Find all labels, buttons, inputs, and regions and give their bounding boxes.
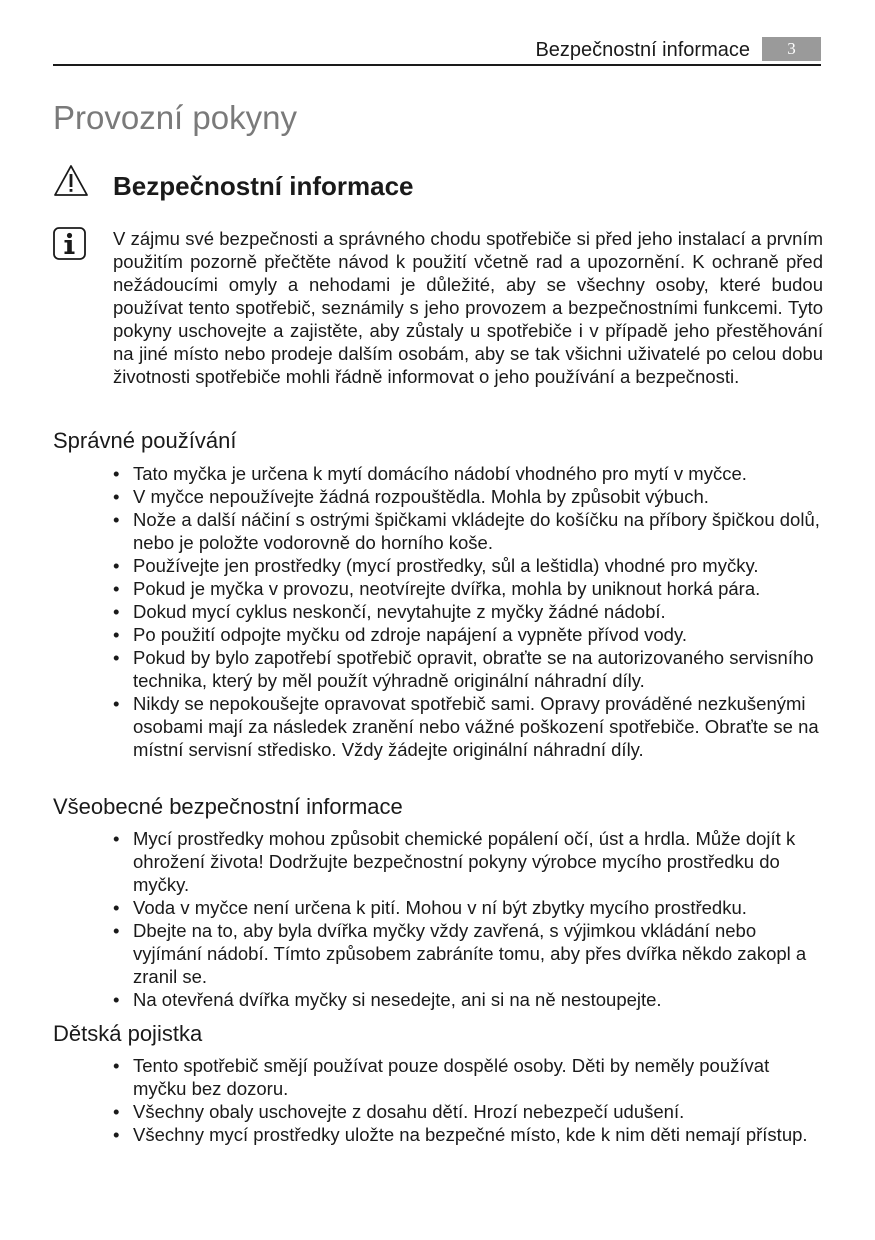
list-item: • Používejte jen prostředky (mycí prostředky, sůl a leštidla) vhodné pro myčky. — [113, 555, 759, 576]
heading-vseobecne-bezpecnostni-informace: Všeobecné bezpečnostní informace — [53, 794, 403, 819]
list-item: • Všechny obaly uschovejte z dosahu dětí. Hrozí nebezpečí udušení. — [113, 1101, 685, 1122]
list-item: • V myčce nepoužívejte žádná rozpouštědla. Mohla by způsobit výbuch. — [113, 486, 709, 507]
running-header-title: Bezpečnostní informace — [535, 39, 750, 61]
list-item: • Dokud mycí cyklus neskončí, nevytahujte z myčky žádné nádobí. — [113, 601, 666, 622]
chapter-title: Provozní pokyny — [53, 99, 297, 136]
list-spravne-pouzivani — [113, 462, 825, 761]
warning-triangle-icon — [53, 164, 89, 197]
list-item: • Dbejte na to, aby byla dvířka myčky vždy zavřená, s výjimkou vkládání nebo vyjímání nádobí. Tímto způsobem zabráníte tomu, aby přes dvířka někdo zakopl a zranil se. — [113, 920, 807, 987]
heading-spravne-pouzivani: Správné používání — [53, 428, 237, 453]
list-item: • Nože a další náčiní s ostrými špičkami vkládejte do košíčku na příbory špičkou dolů, nebo je položte vodorovně do horního koše. — [113, 509, 820, 553]
list-vseobecne-bezpecnostni-informace — [113, 827, 825, 1011]
list-item: • Voda v myčce není určena k pití. Mohou v ní být zbytky mycího prostředku. — [113, 897, 747, 918]
list-item: • Nikdy se nepokoušejte opravovat spotřebič sami. Opravy prováděné nezkušenými osobami mají za následek zranění nebo vážné poškození spotřebiče. Obraťte se na místní servisní středisko. Vždy žádejte originální náhradní díly. — [113, 693, 819, 760]
section-title: Bezpečnostní informace — [113, 171, 414, 201]
list-item: • Na otevřená dvířka myčky si nesedejte, ani si na ně nestoupejte. — [113, 989, 662, 1010]
list-item: • Po použití odpojte myčku od zdroje napájení a vypněte přívod vody. — [113, 624, 687, 645]
heading-detska-pojistka: Dětská pojistka — [53, 1021, 203, 1046]
list-item: • Všechny mycí prostředky uložte na bezpečné místo, kde k nim děti nemají přístup. — [113, 1124, 808, 1145]
info-icon — [53, 227, 86, 260]
list-item: • Mycí prostředky mohou způsobit chemické popálení očí, úst a hrdla. Může dojít k ohrožení života! Dodržujte bezpečnostní pokyny výrobce mycího prostředku do myčky. — [113, 828, 796, 895]
list-item: • Tento spotřebič smějí používat pouze dospělé osoby. Děti by neměly používat myčku bez dozoru. — [113, 1055, 770, 1099]
list-item: • Tato myčka je určena k mytí domácího nádobí vhodného pro mytí v myčce. — [113, 463, 747, 484]
intro-paragraph: V zájmu své bezpečnosti a správného chodu spotřebiče si před jeho instalací a prvním použitím pozorně přečtěte návod k použití včetně rad a upozornění. K ochraně před nežádoucími omyly a nehodami je důležité, aby se všechny osoby, které budou používat tento spotřebič, seznámily s jeho provozem a bezpečnostními funkcemi. Tyto pokyny uschovejte a zajistěte, aby zůstaly u spotřebiče i v případě jeho přestěhování na jiné místo nebo prodeje dalším osobám, aby se tak všichni uživatelé po celou dobu životnosti spotřebiče mohli řádně informovat o jeho používání a bezpečnosti. — [113, 228, 823, 387]
page-number-badge: 3 — [762, 37, 821, 61]
list-item: • Pokud je myčka v provozu, neotvírejte dvířka, mohla by uniknout horká pára. — [113, 578, 761, 599]
list-item: • Pokud by bylo zapotřebí spotřebič opravit, obraťte se na autorizovaného servisního technika, který by měl použít výhradně originální náhradní díly. — [113, 647, 814, 691]
header-divider — [53, 64, 821, 66]
list-detska-pojistka — [113, 1054, 825, 1146]
